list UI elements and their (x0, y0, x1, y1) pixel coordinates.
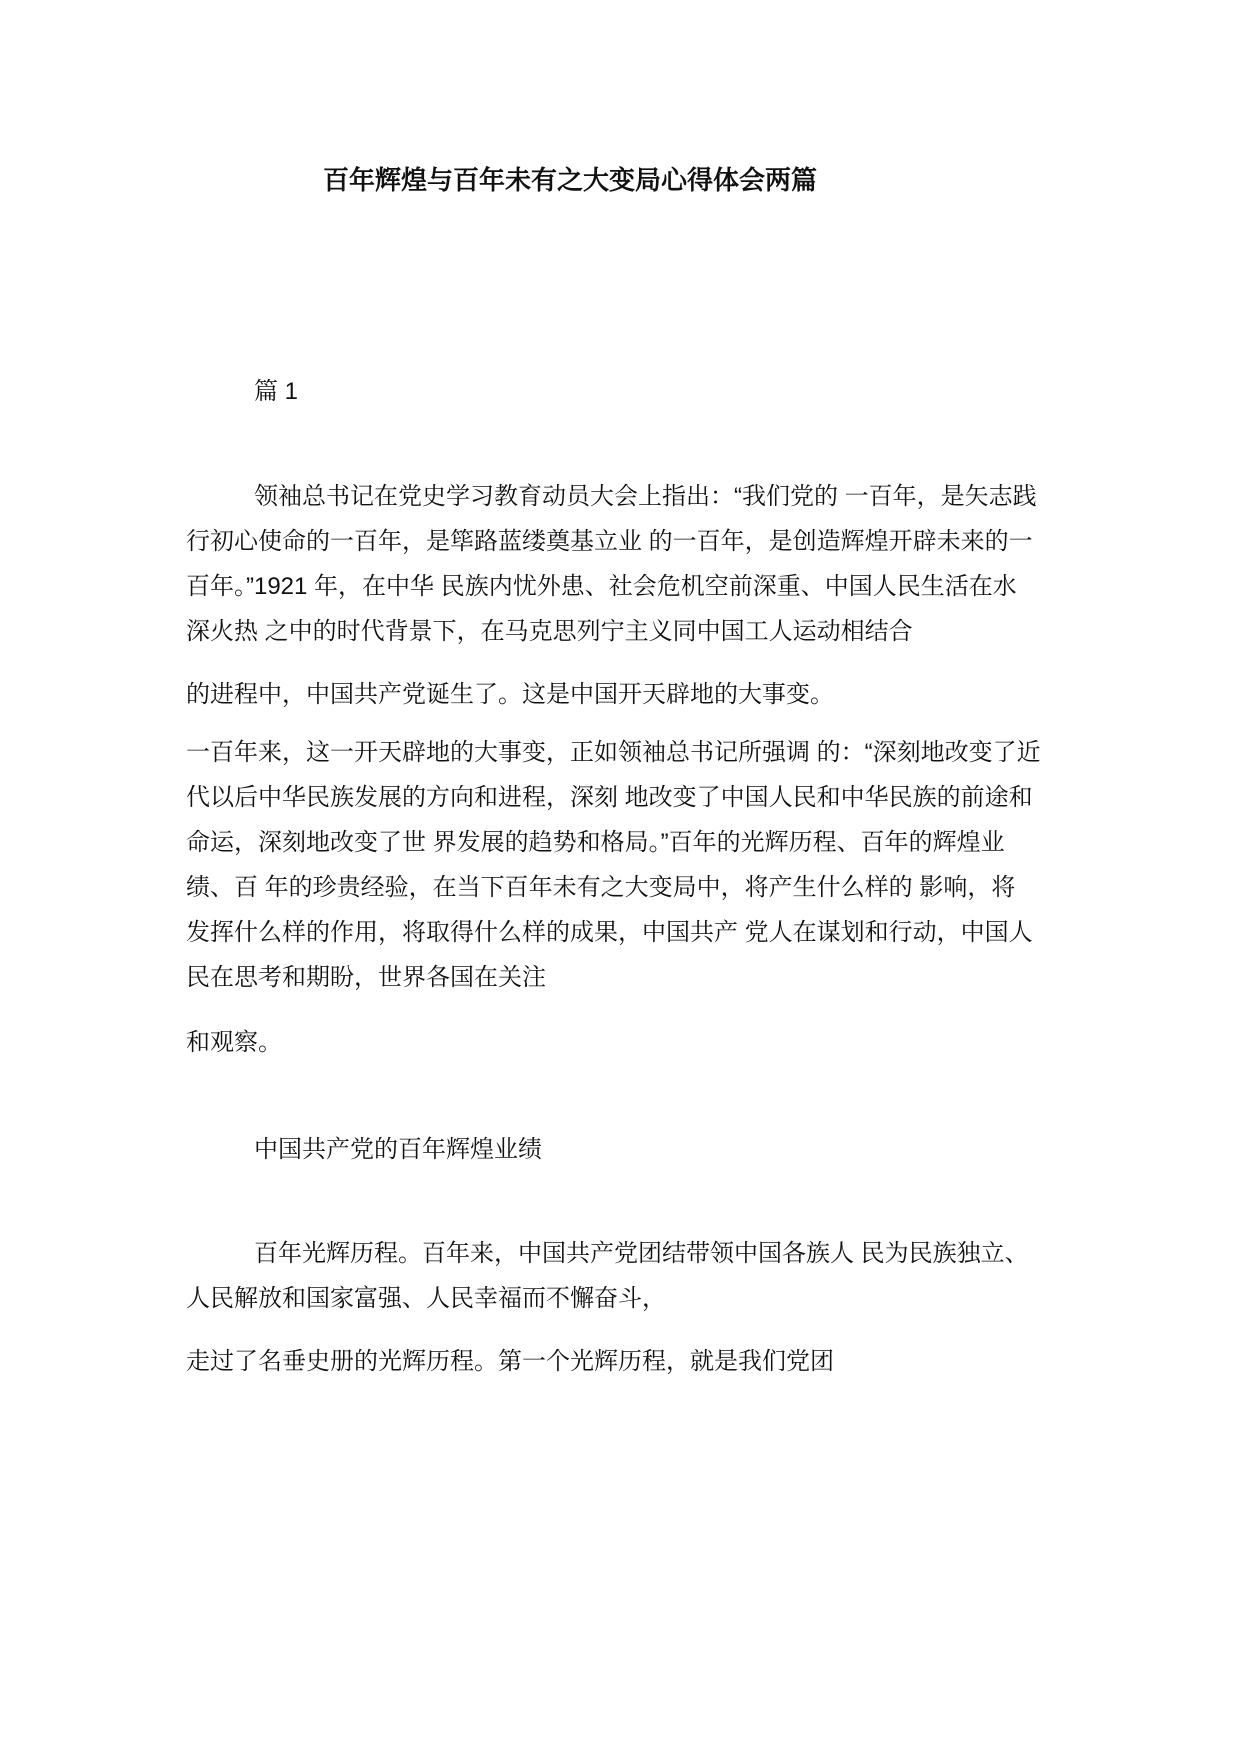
paragraph-line: 代以后中华民族发展的方向和进程，深刻 地改变了中国人民和中华民族的前途和 (186, 784, 1033, 811)
section-heading: 篇 1 (254, 378, 299, 405)
paragraph (186, 474, 1056, 654)
paragraph (186, 672, 1056, 717)
paragraph (186, 1231, 1056, 1321)
document-title: 百年辉煌与百年未有之大变局心得体会两篇 (323, 165, 818, 195)
paragraph-line: 走过了名垂史册的光辉历程。第一个光辉历程，就是我们党团 (186, 1348, 834, 1375)
paragraph (186, 1020, 1056, 1065)
paragraph-line: 绩、百 年的珍贵经验，在当下百年未有之大变局中，将产生什么样的 影响，将 (186, 874, 1016, 901)
paragraph (186, 730, 1056, 1000)
paragraph-line: 的进程中，中国共产党诞生了。这是中国开天辟地的大事变。 (186, 681, 834, 708)
subheading: 中国共产党的百年辉煌业绩 (254, 1136, 542, 1163)
paragraph-line: 百年。”1921 年，在中华 民族内忧外患、社会危机空前深重、中国人民生活在水 (186, 573, 1017, 600)
paragraph-line: 人民解放和国家富强、人民幸福而不懈奋斗， (186, 1285, 666, 1312)
paragraph-line: 一百年来，这一开天辟地的大事变，正如领袖总书记所强调 的：“深刻地改变了近 (186, 739, 1041, 766)
paragraph-line: 深火热 之中的时代背景下，在马克思列宁主义同中国工人运动相结合 (186, 618, 913, 645)
paragraph-line: 行初心使命的一百年，是筚路蓝缕奠基立业 的一百年，是创造辉煌开辟未来的一 (186, 528, 1033, 555)
paragraph-line: 百年光辉历程。百年来，中国共产党团结带领中国各族人 民为民族独立、 (254, 1240, 1029, 1267)
paragraph-line: 领袖总书记在党史学习教育动员大会上指出：“我们党的 一百年，是矢志践 (254, 483, 1037, 510)
paragraph (186, 1339, 1056, 1384)
paragraph-line: 和观察。 (186, 1029, 282, 1056)
paragraph-line: 命运，深刻地改变了世 界发展的趋势和格局。”百年的光辉历程、百年的辉煌业 (186, 829, 1005, 856)
paragraph-line: 发挥什么样的作用，将取得什么样的成果，中国共产 党人在谋划和行动，中国人 (186, 919, 1033, 946)
paragraph-line: 民在思考和期盼，世界各国在关注 (186, 964, 546, 991)
